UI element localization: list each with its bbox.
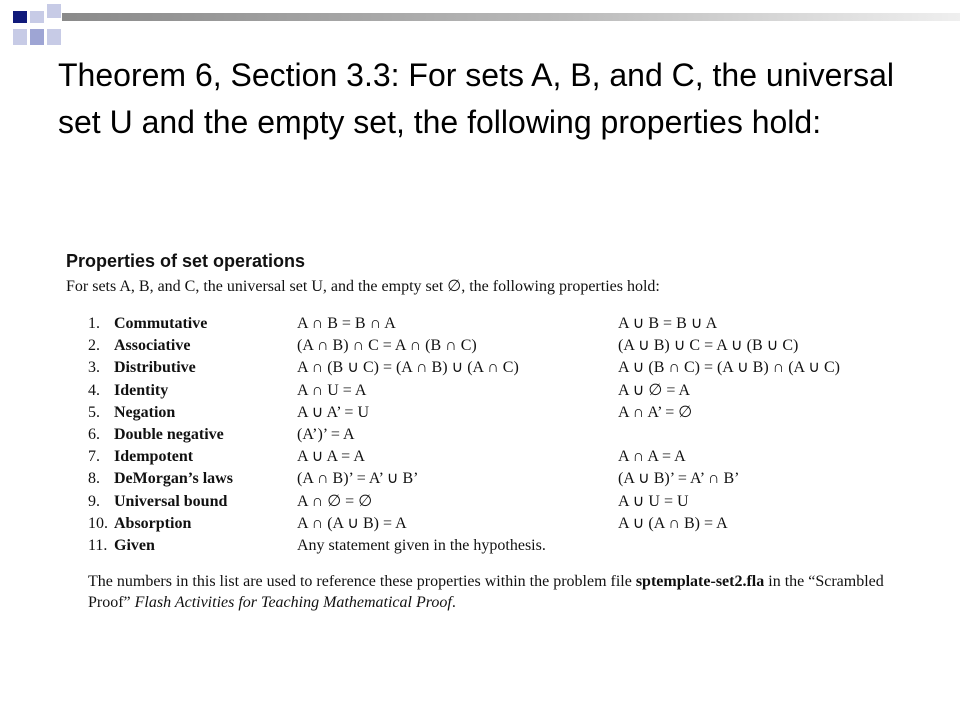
property-number: 10. [88,514,108,532]
property-number: 1. [88,315,100,332]
note-text: The numbers in this list are used to reference these properties within the problem file [88,573,636,591]
header-deco-square [30,11,44,23]
property-name: Distributive [114,359,196,377]
property-name: Negation [114,403,176,421]
note-text: . [451,594,456,612]
property-left-law: (A’)’ = A [297,425,355,443]
header-deco-square [13,11,27,23]
property-name: Identity [114,381,169,399]
property-left-law: A ∩ (A ∪ B) = A [297,514,407,532]
property-name: Double negative [114,425,224,443]
document-image [66,248,926,613]
property-number: 3. [88,359,100,377]
header-deco-square [13,29,27,45]
property-left-law: Any statement given in the hypothesis. [297,536,546,554]
property-row [88,513,926,535]
property-name: Absorption [114,514,192,532]
property-right-law: A ∩ A’ = ∅ [618,403,693,421]
property-left-law: A ∩ B = B ∩ A [297,315,396,332]
slide-title: Theorem 6, Section 3.3: For sets A, B, and C, the universal set U and the empty set, the following properties hold: [58,57,894,140]
property-name: Universal bound [114,492,228,510]
property-right-law: A ∪ (A ∩ B) = A [618,514,728,532]
property-number: 11. [88,536,108,554]
document-intro: For sets A, B, and C, the universal set U, and the empty set ∅, the following properties hold: [66,278,660,295]
property-right-law: A ∪ U = U [618,492,689,510]
property-right-law: (A ∪ B) ∪ C = A ∪ (B ∪ C) [618,337,799,355]
note-filename: sptemplate-set2.fla [635,573,765,591]
property-left-law: A ∪ A = A [297,448,365,466]
property-number: 7. [88,448,100,466]
property-right-law: A ∪ (B ∩ C) = (A ∪ B) ∩ (A ∪ C) [618,359,840,377]
property-right-law: A ∪ B = B ∪ A [618,315,718,332]
note-text: in the “Scrambled Proof” [88,573,884,612]
property-number: 4. [88,381,100,399]
note-book-title: Flash Activities for Teaching Mathematical Proof [134,594,452,612]
property-name: Idempotent [114,448,194,466]
property-left-law: (A ∩ B) ∩ C = A ∩ (B ∩ C) [297,337,477,355]
property-row [88,424,926,446]
property-left-law: A ∩ ∅ = ∅ [297,492,373,510]
header-deco-square [47,29,61,45]
property-number: 6. [88,425,100,443]
property-row [88,446,926,468]
property-row [88,535,926,557]
property-row [88,468,926,490]
property-name: Commutative [114,315,208,332]
property-row [88,491,926,513]
property-name: DeMorgan’s laws [114,470,233,488]
document-note [88,571,908,613]
property-right-law: A ∩ A = A [618,448,686,466]
header-deco-square [30,29,44,45]
property-row [88,402,926,424]
properties-list [88,313,926,557]
property-name: Associative [114,337,191,355]
property-left-law: A ∪ A’ = U [297,403,369,421]
header-bar [62,13,960,21]
property-right-law: (A ∪ B)’ = A’ ∩ B’ [618,470,740,488]
property-number: 2. [88,337,100,355]
property-number: 5. [88,403,100,421]
property-number: 9. [88,492,100,510]
property-right-law: A ∪ ∅ = A [618,381,691,399]
property-row [88,380,926,402]
property-row [88,313,926,335]
property-left-law: A ∩ (B ∪ C) = (A ∩ B) ∪ (A ∩ C) [297,359,519,377]
header-deco-square [47,4,61,18]
property-left-law: A ∩ U = A [297,381,367,399]
property-number: 8. [88,470,100,488]
property-left-law: (A ∩ B)’ = A’ ∪ B’ [297,470,419,488]
property-name: Given [114,536,155,554]
property-row [88,335,926,357]
document-heading: Properties of set operations [66,251,306,271]
property-row [88,357,926,379]
